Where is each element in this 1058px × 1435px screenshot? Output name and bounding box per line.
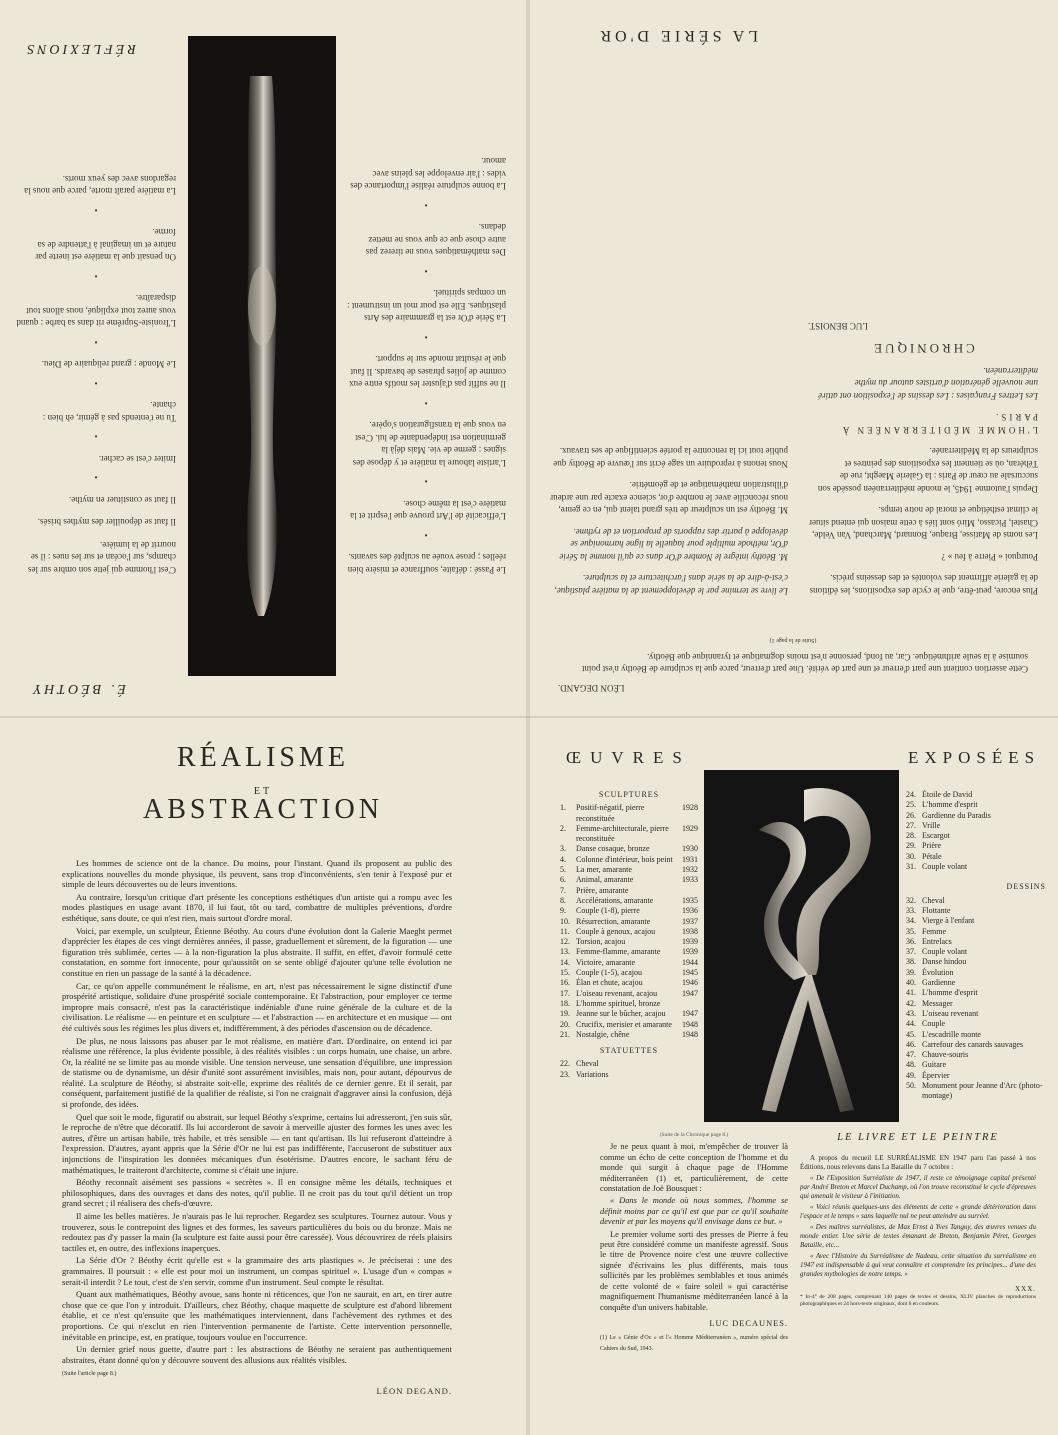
serie-text: Nous tenons à reproduire un sage écrit sur l'œuvre de Béothy que publie tout ici la rencontre la portée scientifique de ses travaux. <box>553 446 788 469</box>
item-year: 1933 <box>682 875 698 885</box>
chronique-signature: LUC BENOIST. <box>808 321 868 331</box>
item-year: 1932 <box>682 865 698 875</box>
item-year: 1947 <box>682 1009 698 1019</box>
item-title: L'homme d'esprit <box>922 800 978 810</box>
chronique-text: Depuis l'automne 1945, le monde méditerranéen possède son succursale au cœur de Paris : la Galerie Maeght, rue de Téhéran, où se tiennent les expositions des peintres et sculpteurs de la Méditerranée. <box>817 446 1038 494</box>
item-title: Cheval <box>576 1059 599 1069</box>
separator-dot: • <box>424 398 428 408</box>
list-item <box>906 1071 1046 1081</box>
serie-text: M. Béothy intègre le Nombre d'Or dans ce qu'il nomme la Série d'Or, méthode multiple pour laquelle la ligne harmonique se développe à partir des rapports de proportion et de rythme. <box>559 527 788 562</box>
item-year: 1939 <box>682 937 698 947</box>
item-title: Femme-flamme, amarante <box>576 947 661 957</box>
item-number: 36. <box>906 936 916 946</box>
reflexion-text: Il faut se dépouiller des mythes brisés. <box>37 517 176 528</box>
item-year: 1931 <box>682 854 698 864</box>
exposees-title: EXPOSÉES <box>908 748 1041 767</box>
serie-footer-text: Cette assertion contient une part d'erreur et une part de vérité. Une part d'erreur, parce que la sculpture de Béothy n'est point soumise à la seule arithmétique. Car, au fond, personne n'est moins dogmatique et tyrannique que Béothy. <box>581 652 1028 675</box>
item-number: 8. <box>560 895 566 905</box>
chronique-subhead: L'HOMME MÉDITERRANÉEN À PARIS. <box>839 412 1038 435</box>
list-item <box>560 844 698 854</box>
chronique-signature: LUC DECAUNES. <box>709 1318 788 1328</box>
realisme-signature: LÉON DEGAND. <box>376 1385 452 1396</box>
realisme-paragraph: Les hommes de science ont de la chance. Du moins, pour l'instant. Quand ils proposent au public des explications nouvelles du monde physique, ils peuvent, sans trop d'inconvénients, s'en tenir à l'exposé pur et simple de leurs découvertes ou de leurs inventions. <box>62 858 452 890</box>
livre-paragraph: A propos du recueil LE SURRÉALISME EN 1947 paru l'an passé à nos Éditions, nous relevons dans La Bataille du 7 octobre : <box>800 1154 1036 1171</box>
item-title: Couple <box>922 1019 946 1029</box>
item-year: 1945 <box>682 968 698 978</box>
item-number: 43. <box>906 1008 916 1018</box>
list-item <box>906 896 1046 906</box>
item-year: 1937 <box>682 916 698 926</box>
item-title: Danse hindou <box>922 957 967 967</box>
livre-title: LE LIVRE ET LE PEINTRE <box>837 1132 999 1143</box>
item-number: 42. <box>906 998 916 1008</box>
list-item <box>906 862 1046 872</box>
list-item <box>906 811 1046 821</box>
realisme-continued-note: (Suite l'article page 8.) <box>62 1371 117 1378</box>
item-title: Étoile de David <box>922 790 973 799</box>
item-title: Prière <box>922 841 942 851</box>
list-item <box>560 865 698 875</box>
reflexion-text: La Série d'Or est la grammaire des Arts plastiques. Elle est pour moi un instrument : un compas spirituel. <box>347 288 506 324</box>
list-item <box>906 988 1046 998</box>
item-number: 3. <box>560 844 566 854</box>
list-item <box>906 1019 1046 1029</box>
item-title: Femme-architecturale, pierre reconstituée <box>576 823 669 844</box>
item-title: Nostalgie, chêne <box>576 1029 630 1039</box>
list-item <box>906 790 1046 800</box>
item-title: L'escadrille monte <box>922 1029 981 1039</box>
reflexion-text: Le Passé : défaite, souffrance et misère bien réelles ; prose vouée au sculpté des savants. <box>347 552 506 575</box>
item-number: 21. <box>560 1029 570 1039</box>
exposees-list <box>906 790 1046 1102</box>
reflexions-title: RÉFLEXIONS <box>24 41 136 56</box>
item-number: 30. <box>906 851 916 861</box>
reflexions-column-2 <box>346 145 506 576</box>
chronique-suite-note: (Suite de la Chronique page 8.) <box>659 1132 729 1138</box>
item-number: 18. <box>560 998 570 1008</box>
item-year: 1936 <box>682 906 698 916</box>
item-title: Couple volant <box>922 862 968 872</box>
abstract-sculpture-graphic <box>704 770 899 1122</box>
item-number: 39. <box>906 967 916 977</box>
item-year <box>674 1070 698 1080</box>
item-title: Résurrection, amarante <box>576 916 651 926</box>
separator-dot: • <box>424 476 428 487</box>
item-title: Variations <box>576 1069 609 1079</box>
list-item <box>906 1081 1046 1102</box>
item-number: 33. <box>906 905 916 915</box>
list-item <box>560 875 698 885</box>
item-number: 45. <box>906 1029 916 1039</box>
list-item <box>560 886 698 896</box>
item-title: Chauve-souris <box>922 1050 969 1060</box>
livre-quote: « Avec l'Histoire du Surréalisme de Nadeau, cette situation du surréalisme en 1947 est indispensable à qui veut connaître et comprendre les principes... d'une des grandes mythologies de notre temps. » <box>800 1252 1036 1278</box>
item-number: 26. <box>906 810 916 820</box>
chronique-paragraph: Je ne peux quant à moi, m'empêcher de trouver là comme un écho de cette conception de l'homme et du monde qui surgit à chaque page de l'Homme méditerranéen (1) et, particulièrement, de cette constatation de Joë Bousquet : <box>600 1142 788 1194</box>
list-item <box>906 1050 1046 1060</box>
list-item <box>560 937 698 947</box>
list-item <box>906 831 1046 841</box>
item-number: 37. <box>906 947 916 957</box>
list-item <box>906 1060 1046 1070</box>
serie-footer <box>558 634 1028 700</box>
item-number: 23. <box>560 1069 570 1079</box>
item-title: Monument pour Jeanne d'Arc (photo-montage) <box>922 1081 1043 1101</box>
list-item <box>906 999 1046 1009</box>
item-title: Couple (1-5), acajou <box>576 968 642 978</box>
reflexion-text: Imiter c'est se cacher. <box>98 454 176 464</box>
item-title: Carrefour des canards sauvages <box>922 1039 1024 1049</box>
list-item <box>560 896 698 906</box>
realisme-paragraph: Au contraire, lorsqu'un critique d'art présente les conceptions esthétiques d'un artiste qui a rompu avec les modes plastiques en usage avant 1870, il lui faut, tôt ou tard, combattre de multiples préventions, d'ordre esthétique, sans doute, ce qui n'est rien, mais surtout d'ordre moral. <box>62 891 452 923</box>
livre-body <box>800 1154 1036 1310</box>
list-item <box>560 917 698 927</box>
item-number: 47. <box>906 1050 916 1060</box>
item-number: 4. <box>560 854 566 864</box>
item-title: Femme <box>922 926 946 936</box>
list-item <box>560 968 698 978</box>
item-number: 28. <box>906 831 916 841</box>
item-number: 17. <box>560 988 570 998</box>
reflexion-text: Tu ne t'entends pas à gémir, eh bien : chante. <box>42 400 176 423</box>
serie-footer-signature: LÉON DEGAND. <box>558 683 625 693</box>
sculpture-photo <box>704 770 899 1122</box>
list-item <box>560 958 698 968</box>
separator-dot: • <box>424 332 428 342</box>
sculptures-heading: SCULPTURES <box>598 790 660 799</box>
item-title: Couple volant <box>922 947 968 957</box>
sculpture-figure-graphic <box>188 36 336 676</box>
item-number: 12. <box>560 937 570 947</box>
item-number: 7. <box>560 885 566 895</box>
item-title: L'homme spirituel, bronze <box>576 998 661 1008</box>
item-year: 1946 <box>682 978 698 988</box>
item-year: 1948 <box>682 1029 698 1039</box>
separator-dot: • <box>94 271 98 281</box>
list-item <box>906 927 1046 937</box>
list-item <box>560 906 698 916</box>
list-item <box>906 1009 1046 1019</box>
list-item <box>906 1030 1046 1040</box>
list-item <box>560 824 698 845</box>
article-title-abstraction: ABSTRACTION <box>142 794 383 825</box>
item-title: Escargot <box>922 831 950 841</box>
dessins-heading: DESSINS <box>1006 882 1046 892</box>
reflexions-signature: É. BÉOTHY <box>30 681 126 696</box>
separator-dot: • <box>424 200 428 210</box>
reflexion-text: L'artiste laboure la matière et y dépose des signes : germe de vie. Mais déjà la germination est indépendante de lui. C'est en vous que la transfiguration s'opère. <box>352 420 506 468</box>
statuettes-rows <box>560 1059 698 1080</box>
separator-dot: • <box>94 205 98 215</box>
item-title: L'homme d'esprit <box>922 988 978 998</box>
chronique-text: Les Lettres Françaises : Les dessins de l'exposition ont attiré une nouvelle génération d'artistes autour du mythe méditerranéen. <box>818 366 1038 401</box>
item-title: Couple (1-8), pierre <box>576 906 640 916</box>
item-title: Torsion, acajou <box>576 937 626 947</box>
chronique-continuation <box>600 1130 788 1356</box>
item-title: Accélérations, amarante <box>576 895 654 905</box>
realisme-paragraph: Un dernier grief nous guette, d'autre part : les abstractions de Béothy ne seraient pas authentiquement abstraites, étant donné qu'on y découvre souvent des allusions aux réalités visibles. <box>62 1344 452 1365</box>
sculpture-photo-vertical <box>188 36 336 676</box>
list-item <box>560 927 698 937</box>
item-number: 49. <box>906 1070 916 1080</box>
item-number: 16. <box>560 978 570 988</box>
reflexions-page <box>0 0 526 716</box>
item-title: Messager <box>922 998 953 1008</box>
item-title: Colonne d'intérieur, bois peint <box>576 854 673 864</box>
sculptures-right-rows <box>906 790 1046 872</box>
item-year: 1939 <box>682 947 698 957</box>
realisme-paragraph: Il aime les belles matières. Je n'aurais pas le lui reprocher. Regardez ses sculptures. Tournez autour. Vous y trouverez, sous le contrepoint des lignes et des formes, les saveurs particulières du bois ou du bronze. Mais ne redoutez pas d'y passer la main (la sculpture est faite aussi pour être caressée). Vous découvrirez de réels plaisirs tactiles et, en outre, des inflexions inaperçues. <box>62 1211 452 1253</box>
chronique-paragraph: Le premier volume sorti des presses de Pierre à feu peut être considéré comme un manifeste agressif. Sous le titre de Provence noire c'est une œuvre collective signée d'écrivains les plus différents, mais tous sollicités par les problèmes semblables et tous animés de cette volonté de « faire soleil » qui caractérise magnifiquement l'humanisme méditerranéen lancé à la conquête d'un univers habitable. <box>600 1229 788 1312</box>
item-title: Vierge à l'enfant <box>922 916 975 926</box>
item-number: 34. <box>906 916 916 926</box>
item-number: 27. <box>906 820 916 830</box>
item-number: 41. <box>906 988 916 998</box>
item-year: 1947 <box>682 988 698 998</box>
item-year: 1938 <box>682 926 698 936</box>
livre-quote: « Voici réunis quelques-uns des éléments de cette « grande détérioration dans l'espace et le temps » sans laquelle nul ne peut atteindre au surréel. <box>800 1203 1036 1220</box>
list-item <box>906 937 1046 947</box>
item-number: 46. <box>906 1039 916 1049</box>
item-title: Épervier <box>922 1070 950 1080</box>
list-item <box>560 803 698 824</box>
list-item <box>560 855 698 865</box>
item-title: Entrelacs <box>922 936 952 946</box>
item-number: 31. <box>906 862 916 872</box>
item-title: Danse cosaque, bronze <box>576 844 650 854</box>
item-year: 1929 <box>682 823 698 833</box>
separator-dot: • <box>94 378 98 388</box>
list-item <box>560 999 698 1009</box>
item-year: 1928 <box>682 803 698 813</box>
realisme-body <box>62 858 452 1397</box>
chronique-quote: « Dans le monde où nous sommes, l'homme se définit moins par ce qu'il est que par ce qu'il souhaite devenir et par les moyens qu'il envisage dans ce but. » <box>600 1196 788 1227</box>
list-item <box>906 947 1046 957</box>
chronique-title: CHRONIQUE <box>871 341 975 357</box>
separator-dot: • <box>94 472 98 483</box>
item-title: L'oiseau revenant <box>922 1008 979 1018</box>
sculptures-list <box>560 790 698 1080</box>
item-number: 22. <box>560 1059 570 1069</box>
serie-text: M. Béothy est un sculpteur de très grand talent qui, en ce genre, nous réconcilie avec le nombre d'or, science exacte par une ardeur d'illustration mathématique et de géométrie. <box>550 480 788 516</box>
oeuvres-title: ŒUVRES <box>566 748 691 767</box>
item-title: Gardienne <box>922 978 956 988</box>
livre-footnote: * In-4° de 208 pages, comprenant 140 pages de textes et dessins, XLIV planches de reproductions photographiques et 24 hors-texte originaux, dont 6 en couleurs. <box>800 1294 1036 1307</box>
item-year: 1930 <box>682 844 698 854</box>
item-number: 35. <box>906 926 916 936</box>
statuettes-heading: STATUETTES <box>599 1046 659 1056</box>
item-year: 1935 <box>682 895 698 905</box>
realisme-paragraph: De plus, ne nous laissons pas abuser par le mot réalisme, en matière d'art. D'ordinaire, on entend ici par réalisme une référence, la plus évidente possible, à des réalités visibles : un corps humain, une chaise, un arbre. Or, la réalité ne se limite pas au monde visible. Une tension nerveuse, une sensation d'équilibre, une impression de statisme ou de dynamisme, un désir d'unité sont assurément invisibles, mais non, pour autant, dépourvus de réalité. La sculpture de Béothy, si abstraite soit-elle, exprime des réalités de ce dernier genre. Et il serait, par conséquent, parfaitement justifié de la qualifier de réaliste, si l'on ne craignait d'aggraver ainsi la confusion, déjà si profonde, des idées. <box>62 1035 452 1110</box>
item-number: 1. <box>560 803 566 813</box>
serie-suite-note: (Suite de la page 1) <box>769 637 817 644</box>
separator-dot: • <box>424 266 428 276</box>
realisme-paragraph: Voici, par exemple, un sculpteur, Étienne Béothy. Au cours d'une évolution dont la Galerie Maeght permet d'apprécier les étapes de ces vingt dernières années, il passe, graduellement et sûrement, de la figuration — une figuration très sublimée, certes — à la non-figuration la plus abstraite. Il suffit, en effet, d'avoir formulé cette constatation, en somme fort innocente, pour qu'aussitôt on se sente obligé d'ajouter qu'une telle évolution ne constitue en rien un passage de la santé à la décadence. <box>62 925 452 978</box>
list-item <box>906 957 1046 967</box>
item-number: 15. <box>560 968 570 978</box>
list-item <box>906 800 1046 810</box>
item-title: L'oiseau revenant, acajou <box>576 988 658 998</box>
item-number: 32. <box>906 895 916 905</box>
item-title: Gardienne du Paradis <box>922 810 991 820</box>
list-item <box>906 841 1046 851</box>
reflexion-text: L'efficacité de l'Art prouve que l'esprit et la matière c'est la même chose. <box>350 499 506 522</box>
chronique-text: Les noms de Matisse, Braque, Bonnard, Marchand, Van Velde, Chastel, Picasso, Miró sont liés à cette maison qui entend situer le climat esthétique et moral de notre temps. <box>809 505 1038 541</box>
item-number: 38. <box>906 957 916 967</box>
list-item <box>560 978 698 988</box>
reflexion-text: La matière paraît morte, parce que nous la regardons avec des yeux morts. <box>24 174 176 197</box>
item-title: Crucifix, merisier et amarante <box>576 1019 672 1029</box>
item-year <box>674 999 698 1009</box>
livre-quote: « De l'Exposition Surréaliste de 1947, il reste ce témoignage capital présenté par André Breton et Marcel Duchamp, où l'on trouve reconstitué le cycle d'épreuves qui amenait le visiteur à l'initiation. <box>800 1174 1036 1200</box>
item-title: Victoire, amarante <box>576 957 636 967</box>
item-year <box>674 886 698 896</box>
reflexion-text: Il ne suffit pas d'ajuster les motifs entre eux comme de jolies phrases de bavards. Il faut que le résultat monde sur le support. <box>349 354 506 390</box>
item-number: 19. <box>560 1009 570 1019</box>
reflexion-text: Il faut se constituer en mythe. <box>69 495 176 505</box>
realisme-paragraph: Quant aux mathématiques, Béothy avoue, sans honte ni réticences, que l'on ne saurait, en art, en tirer autre chose que ce que l'on y introduit. D'ailleurs, chez Béothy, chaque maquette de sculpture est d'abord librement établie, et ce n'est qu'ensuite que les mathématiques interviennent, dans l'achèvement des rythmes et des proportions. Ce qui n'exclut en rien l'intervention permanente de l'artiste. Cette intervention personnelle, inévitable en principe, est, en pratique, toujours voulue en l'occurrence. <box>62 1289 452 1342</box>
list-item <box>906 1040 1046 1050</box>
item-title: Prière, amarante <box>576 885 629 895</box>
list-item <box>906 852 1046 862</box>
item-title: Guitare <box>922 1060 946 1070</box>
serie-text: Le livre se termine par le développement de la matière plastique, c'est-à-dire de la série dans l'architecture et la sculpture. <box>554 573 788 596</box>
item-number: 9. <box>560 906 566 916</box>
item-number: 24. <box>906 790 916 799</box>
realisme-paragraph: Béothy reconnaît aisément ses passions « secrètes ». Il en consigne même les détails, techniques et philosophiques, dans des ouvrages et dans des notes, qu'il publie. Il ne croit pas du tout qu'il détient un trop grand secret ; il réalisera des chefs-d'œuvre. <box>62 1177 452 1209</box>
item-year: 1944 <box>682 957 698 967</box>
item-year <box>674 1059 698 1069</box>
list-item <box>560 1070 698 1080</box>
item-number: 50. <box>906 1081 916 1091</box>
item-title: Jeanne sur le bûcher, acajou <box>576 1009 666 1019</box>
reflexion-text: La bonne sculpture réalise l'importance des vides : l'air enveloppe les pleins avec amour. <box>350 156 506 192</box>
item-title: Évolution <box>922 967 954 977</box>
list-item <box>560 989 698 999</box>
item-number: 44. <box>906 1019 916 1029</box>
separator-dot: • <box>94 431 98 442</box>
item-year: 1948 <box>682 1019 698 1029</box>
item-number: 11. <box>560 926 570 936</box>
item-title: La mer, amarante <box>576 865 632 875</box>
serie-or-page <box>530 0 1058 716</box>
realisme-paragraph: Car, ce qu'on appelle communément le réalisme, en art, n'est pas nécessairement le signe distinctif d'une prospérité artistique, solidaire d'une prospérité sociale contemporaine. Et l'abstraction, pour employer ce terme impropre mais consacré, n'est pas la caractéristique indéniable d'une ruine générale de la culture et de la civilisation. Le réalisme — en peinture et en sculpture — et l'abstraction — en architecture et en musique — ont été cultivés sous les régimes les plus divers et, indifféremment, à des périodes d'ascension ou de décadence. <box>62 980 452 1033</box>
item-title: Positif-négatif, pierre reconstituée <box>576 803 645 823</box>
reflexions-column-1 <box>16 163 176 577</box>
article-title-realisme: RÉALISME <box>177 742 349 773</box>
list-item <box>560 1030 698 1040</box>
reflexion-text: Des mathématiques vous ne tirerez pas autre chose que ce que vous ne mettez dedans. <box>365 222 506 258</box>
list-item <box>560 1059 698 1069</box>
list-item <box>560 1020 698 1030</box>
reflexion-text: L'Ironiste-Suprême rit dans sa barbe : quand vous aurez tout expliqué, nous allons tout disparaître. <box>16 293 176 329</box>
item-title: Animal, amarante <box>576 875 634 885</box>
reflexion-text: Le Monde : grand reliquaire de Dieu. <box>41 359 176 370</box>
item-number: 6. <box>560 875 566 885</box>
item-title: Flottante <box>922 905 951 915</box>
item-number: 2. <box>560 823 566 833</box>
item-title: Cheval <box>922 895 945 905</box>
reflexion-text: C'est l'homme qui jette son ombre sur les champs, sur l'océan et sur les nues : il se nourrit de la lumière. <box>28 540 176 575</box>
sculptures-rows <box>560 803 698 1040</box>
item-number: 48. <box>906 1060 916 1070</box>
item-number: 14. <box>560 957 570 967</box>
chronique-footnote: (1) Le « Génie d'Oc » et l'« Homme Méditerranéen », numéro spécial des Cahiers du Sud, 1943. <box>600 1335 788 1352</box>
chronique-text: Plus encore, peut-être, que le cycle des expositions, les éditions de la galerie affirment des volontés et des desseins précis. <box>809 573 1038 596</box>
list-item <box>906 906 1046 916</box>
item-number: 10. <box>560 916 570 926</box>
serie-title: LA SÉRIE D'OR <box>596 27 758 44</box>
item-number: 25. <box>906 800 916 810</box>
item-title: Vrille <box>922 820 941 830</box>
list-item <box>906 978 1046 988</box>
list-item <box>906 968 1046 978</box>
item-title: Élan et chute, acajou <box>576 978 643 988</box>
item-number: 40. <box>906 978 916 988</box>
separator-dot: • <box>94 337 98 347</box>
item-number: 5. <box>560 865 566 875</box>
livre-signature: XXX. <box>1015 1285 1036 1293</box>
chronique-column <box>808 314 1038 607</box>
item-number: 20. <box>560 1019 570 1029</box>
realisme-paragraph: Quel que soit le mode, figuratif ou abstrait, sur lequel Béothy s'exprime, certains lui adresseront, j'en suis sûr, le reproche de n'être que décoratif. Ils lui accorderont de savoir à merveille ajuster des formes les unes avec les autres, d'être un artisan habile, très habile, et très sensible — en tant qu'artisan. Ils lui refuseront d'atteindre à l'expression. D'autres, ayant appris que la Série d'Or ne lui est pas indifférente, l'accuseront de substituer aux injonctions de l'inspiration les données mécaniques d'un ésotérisme. D'autres encore, le sachant féru de mathématiques, le traiteront d'architecte, comme si c'était une injure. <box>62 1111 453 1175</box>
realisme-paragraph: La Série d'Or ? Béothy écrit qu'elle est « la grammaire des arts plastiques ». Je préciserai : une des grammaires. Il poursuit : « elle est pour moi un instrument, un compas spirituel ». L'usage d'un « compas » serait-il interdit ? Le tout, c'est de s'en servir, comme d'un instrument. Seul compte le résultat. <box>62 1255 452 1287</box>
list-item <box>560 1009 698 1019</box>
list-item <box>906 821 1046 831</box>
separator-dot: • <box>424 530 428 540</box>
dessins-rows <box>906 896 1046 1102</box>
serie-column <box>548 436 788 606</box>
reflexion-text: On pensait que la matière est inerte par nature et un imaginal à l'attendre de sa forme. <box>35 227 176 263</box>
livre-quote: « Des maîtres surréalistes, de Max Ernst à Yves Tanguy, des œuvres venues du monde entier. Une série de textes émanant de Breton, Benjamin Péret, Georges Bataille, etc... <box>800 1223 1036 1249</box>
list-item <box>906 916 1046 926</box>
chronique-text: Pourquoi « Pierre à feu » ? <box>941 552 1038 562</box>
item-title: Couple à genoux, acajou <box>576 926 656 936</box>
list-item <box>560 947 698 957</box>
item-number: 29. <box>906 841 916 851</box>
item-title: Pétale <box>922 851 942 861</box>
vertical-fold <box>526 0 530 1435</box>
article-title-et: ET <box>253 786 273 797</box>
item-number: 13. <box>560 947 570 957</box>
